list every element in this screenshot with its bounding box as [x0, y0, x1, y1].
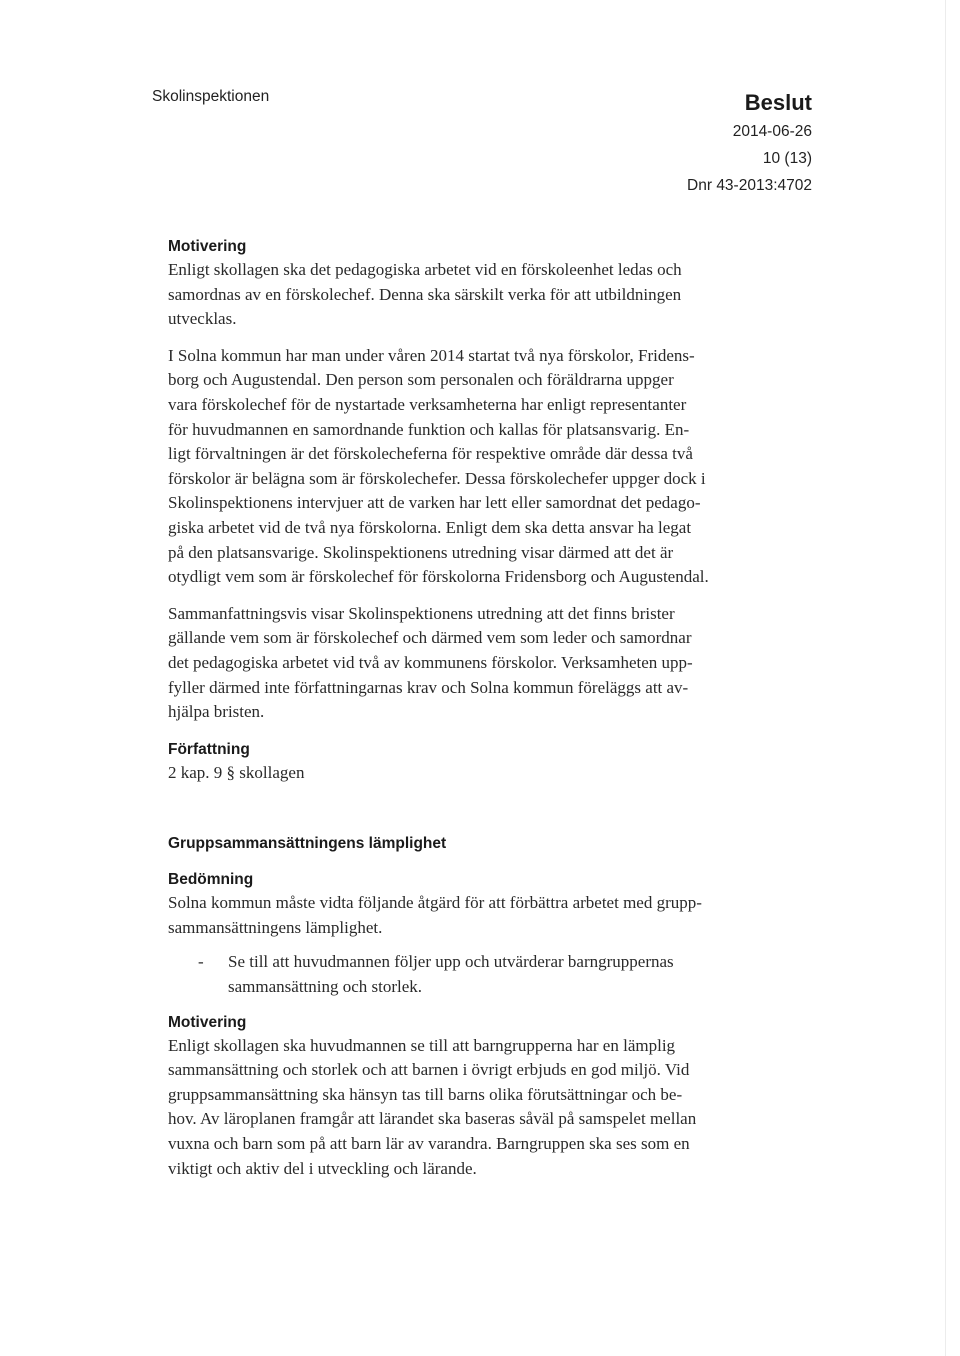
motivering-paragraph-1 — [168, 258, 810, 332]
text-line: på den platsansvarige. Skolinspektionens utredning visar därmed att det är — [168, 542, 674, 562]
motivering-heading: Motivering — [168, 238, 247, 255]
forfattning-text: 2 kap. 9 § skollagen — [168, 762, 305, 782]
document-date: 2014-06-26 — [732, 123, 812, 140]
bedomning-paragraph — [168, 891, 810, 940]
document-meta — [492, 88, 812, 199]
text-line: sammansättning och storlek och att barnen i övrigt erbjuds en god miljö. Vid — [168, 1060, 690, 1080]
text-line: otydligt vem som är förskolechef för förskolorna Fridensborg och Augustendal. — [168, 567, 709, 587]
list-item — [198, 950, 810, 999]
forfattning-heading: Författning — [168, 740, 250, 758]
page-edge-line — [945, 0, 946, 1356]
text-line: hov. Av läroplanen framgår att lärandet ska baseras såväl på samspelet mellan — [168, 1109, 697, 1129]
organization-name: Skolinspektionen — [152, 88, 270, 105]
motivering-paragraph-3 — [168, 602, 810, 725]
motivering-heading-2: Motivering — [168, 1013, 247, 1031]
text-line: Se till att huvudmannen följer upp och utvärderar barngruppernas — [228, 952, 674, 972]
bedomning-heading: Bedömning — [168, 871, 254, 889]
text-line: det pedagogiska arbetet vid två av kommunens förskolor. Verksamheten upp- — [168, 652, 693, 672]
text-line: förskolor är belägna som är förskolechefer. Dessa förskolechefer uppger dock i — [168, 468, 706, 488]
text-line: ligt förvaltningen är det förskolecheferna för respektive område där dessa två — [168, 444, 693, 464]
text-line: utvecklas. — [168, 309, 237, 329]
motivering-paragraph-4 — [168, 1034, 810, 1182]
section-title: Gruppsammansättningens lämplighet — [168, 835, 447, 853]
diary-number: Dnr 43-2013:4702 — [687, 177, 812, 194]
text-line: sammansättning och storlek. — [228, 977, 423, 997]
dash-bullet-icon: - — [198, 952, 204, 972]
text-line: hjälpa bristen. — [168, 702, 265, 722]
text-line: Sammanfattningsvis visar Skolinspektionens utredning att det finns brister — [168, 603, 675, 623]
text-line: I Solna kommun har man under våren 2014 startat två nya förskolor, Fridens- — [168, 345, 695, 365]
text-line: Enligt skollagen ska huvudmannen se till att barngrupperna har en lämplig — [168, 1035, 676, 1055]
text-line: borg och Augustendal. Den person som personalen och föräldrarna uppger — [168, 370, 674, 390]
text-line: gällande vem som är förskolechef och därmed vem som leder och samordnar — [168, 628, 692, 648]
text-line: vuxna och barn som på att barn lär av varandra. Barngruppen ska ses som en — [168, 1134, 690, 1154]
text-line: för huvudmannen en samordnande funktion och kallas för platsansvarig. En- — [168, 419, 690, 439]
text-line: Solna kommun måste vidta följande åtgärd för att förbättra arbetet med grupp- — [168, 893, 702, 913]
text-line: Enligt skollagen ska det pedagogiska arbetet vid en förskoleenhet ledas och — [168, 260, 682, 279]
page-number: 10 (13) — [762, 150, 812, 167]
text-line: vara förskolechef för de nystartade verksamheterna har enligt representanter — [168, 394, 687, 414]
text-line: gruppsammansättning ska hänsyn tas till barns olika förutsättningar och be- — [168, 1084, 683, 1104]
text-line: giska arbetet vid de två nya förskolorna. Enligt dem ska detta ansvar ha legat — [168, 517, 692, 537]
text-line: sammansättningens lämplighet. — [168, 917, 383, 937]
motivering-paragraph-2 — [168, 344, 810, 590]
text-line: samordnas av en förskolechef. Denna ska särskilt verka för att utbildningen — [168, 284, 682, 304]
document-body — [168, 236, 810, 1181]
text-line: viktigt och aktiv del i utveckling och lärande. — [168, 1158, 477, 1178]
list-item-text — [228, 950, 788, 999]
text-line: fyller därmed inte författningarnas krav och Solna kommun föreläggs att av- — [168, 677, 689, 697]
text-line: Skolinspektionens intervjuer att de varken har lett eller samordnat det pedago- — [168, 493, 701, 513]
document-type: Beslut — [744, 90, 812, 115]
